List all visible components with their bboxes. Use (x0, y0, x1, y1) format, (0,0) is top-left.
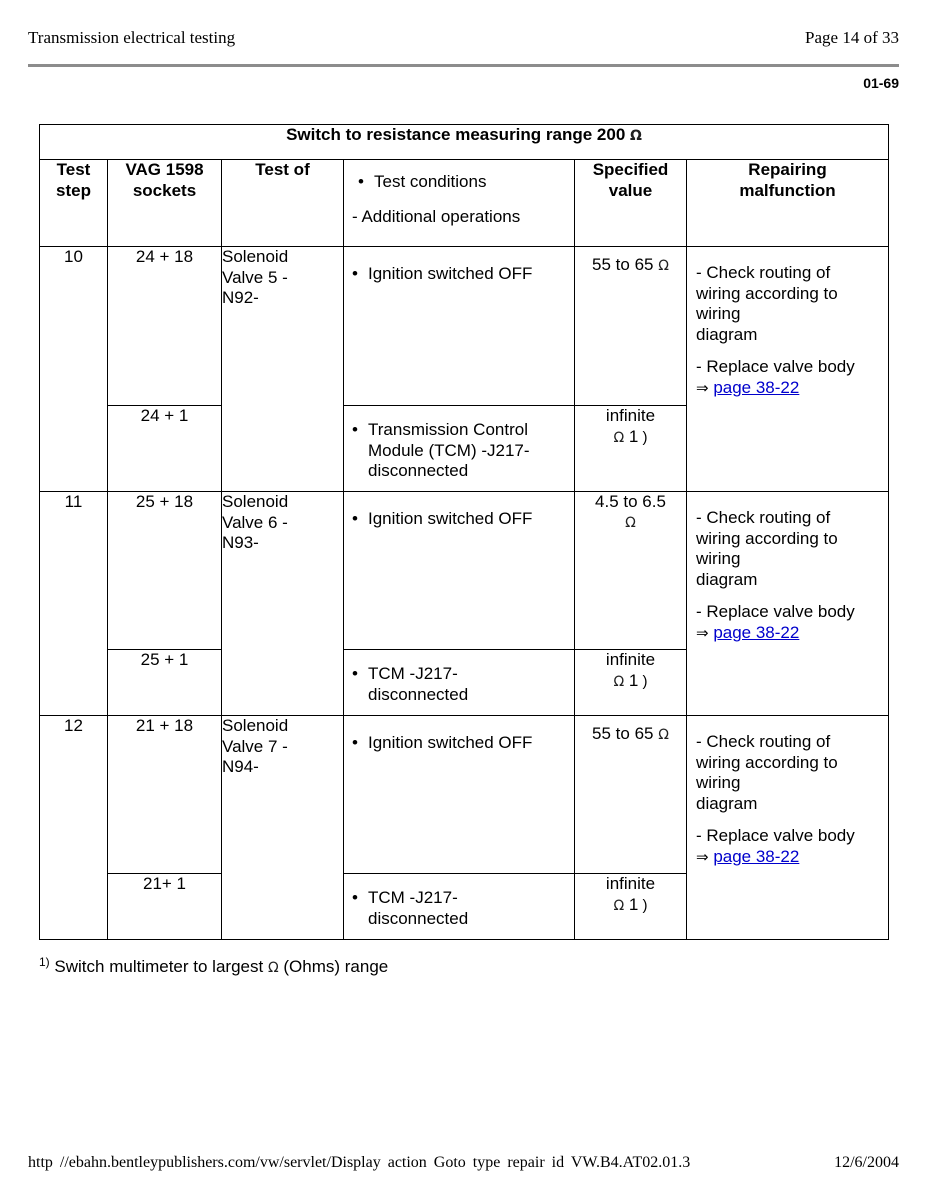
socket-cell: 24 + 18 (108, 247, 222, 406)
repair-line: - Replace valve body (696, 602, 855, 621)
socket-cell: 21+ 1 (108, 874, 222, 940)
repair-cell (687, 492, 889, 716)
spec-note (575, 895, 686, 917)
spec-value-text: infinite (605, 650, 656, 669)
col-sockets-line: sockets (132, 180, 197, 200)
spec-value-cell (575, 406, 687, 492)
repair-link-line (696, 378, 888, 399)
test-of-line: N92- (222, 288, 259, 307)
repair-line: wiring (696, 304, 741, 323)
table-row (40, 716, 889, 874)
condition-line: disconnected (368, 908, 469, 928)
test-of-line: N94- (222, 757, 259, 776)
ohm-symbol: Ω (613, 429, 625, 446)
test-of-cell (222, 247, 344, 492)
col-repair-line: malfunction (739, 180, 836, 200)
repair-line: - Check routing of (696, 508, 831, 527)
table-row (40, 492, 889, 650)
footnote-ref: 1 (628, 894, 639, 914)
condition-bullet: • Ignition switched OFF (338, 509, 574, 530)
condition-cell (344, 716, 575, 874)
arrow-right-icon: ⇒ (696, 378, 709, 397)
socket-cell: 25 + 18 (108, 492, 222, 650)
socket-cell: 25 + 1 (108, 650, 222, 716)
ohm-symbol: Ω (658, 258, 669, 274)
footnote-paren: ) (638, 672, 648, 690)
condition-line: • Transmission Control (368, 420, 528, 439)
repair-line: diagram (696, 569, 758, 589)
spec-value-cell (575, 650, 687, 716)
column-header-row (40, 160, 889, 247)
repair-cell (687, 247, 889, 492)
condition-line: disconnected (368, 684, 469, 704)
col-test-of (222, 160, 344, 247)
header-divider (28, 64, 899, 67)
col-test-step-line: Test (56, 160, 91, 179)
condition-bullet: • Ignition switched OFF (338, 264, 574, 285)
condition-bullet (338, 664, 574, 705)
repair-line: wiring according to (696, 752, 838, 772)
repair-line: wiring (696, 773, 741, 792)
col-sockets (108, 160, 222, 247)
spec-value-text: 55 to 65 (592, 255, 654, 274)
ohm-symbol: Ω (613, 897, 625, 914)
test-of-line: Solenoid (222, 492, 289, 511)
table-caption-row (40, 125, 889, 160)
table-caption (40, 125, 889, 160)
spec-value-text: infinite (605, 874, 656, 893)
page-link[interactable]: page 38-22 (713, 622, 800, 642)
spec-value-cell (575, 492, 687, 650)
test-step-cell: 12 (40, 716, 108, 940)
socket-cell: 24 + 1 (108, 406, 222, 492)
footnote-mark: 1) (39, 955, 50, 969)
ohm-symbol: Ω (613, 673, 625, 690)
col-spec-line: Specified (592, 160, 669, 179)
condition-cell (344, 874, 575, 940)
caption-text: Switch to resistance measuring range 200 (286, 125, 626, 144)
condition-bullet: • Ignition switched OFF (338, 733, 574, 754)
repair-line: diagram (696, 793, 758, 813)
col-repair-line: Repairing (748, 160, 827, 179)
col-additional: - Additional operations (352, 206, 521, 226)
footnote-paren: ) (638, 896, 648, 914)
condition-bullet (338, 420, 574, 482)
condition-line: disconnected (368, 461, 469, 480)
spec-value-cell (575, 247, 687, 406)
section-code: 01-69 (863, 75, 899, 91)
footnote-ref: 1 (628, 670, 639, 690)
condition-cell (344, 406, 575, 492)
condition-bullet (338, 888, 574, 929)
footnote-text-before: Switch multimeter to largest (54, 957, 264, 976)
ohm-symbol: Ω (267, 960, 279, 976)
test-of-line: Valve 5 - (222, 267, 288, 287)
table-row (40, 247, 889, 406)
col-conditions-bullet: • Test conditions (344, 172, 568, 193)
test-table (39, 124, 889, 940)
col-conditions (344, 160, 575, 247)
condition-cell (344, 247, 575, 406)
repair-link-line (696, 847, 888, 868)
repair-line: diagram (696, 324, 758, 344)
col-spec-line: value (608, 180, 653, 200)
ohm-symbol: Ω (625, 514, 636, 531)
condition-line: • TCM -J217- (368, 888, 458, 907)
test-of-line: Valve 6 - (222, 512, 288, 532)
col-test-step-line: step (56, 180, 91, 200)
arrow-right-icon: ⇒ (696, 847, 709, 866)
footnote-text-after: (Ohms) range (283, 957, 389, 976)
footer-url: http //ebahn.bentleypublishers.com/vw/servlet/Display action Goto type repair id VW.B4.AT02.01.3 (28, 1154, 691, 1171)
col-repairing (687, 160, 889, 247)
spec-value-text: 4.5 to 6.5 (595, 492, 666, 511)
ohm-symbol: Ω (630, 128, 642, 144)
spec-value-cell (575, 716, 687, 874)
footnote (39, 955, 388, 977)
spec-value-text: infinite (605, 406, 656, 425)
col-test-of-line: Test of (255, 160, 310, 179)
test-step-cell: 11 (40, 492, 108, 716)
spec-value-cell (575, 874, 687, 940)
page-number: Page 14 of 33 (805, 28, 899, 47)
repair-line: wiring according to (696, 283, 838, 303)
repair-line: - Check routing of (696, 263, 831, 282)
test-of-line: Solenoid (222, 716, 289, 735)
repair-link-line (696, 623, 888, 644)
repair-line: - Replace valve body (696, 826, 855, 845)
repair-cell (687, 716, 889, 940)
col-specified-value (575, 160, 687, 247)
spec-value-text: 55 to 65 (592, 724, 654, 743)
col-test-step (40, 160, 108, 247)
page-link[interactable]: page 38-22 (713, 846, 800, 866)
test-of-cell (222, 492, 344, 716)
test-step-cell: 10 (40, 247, 108, 492)
arrow-right-icon: ⇒ (696, 623, 709, 642)
footnote-paren: ) (638, 428, 648, 446)
test-of-line: Solenoid (222, 247, 289, 266)
spec-note (575, 671, 686, 693)
test-of-line: Valve 7 - (222, 736, 288, 756)
condition-line: Module (TCM) -J217- (368, 440, 530, 460)
repair-line: - Replace valve body (696, 357, 855, 376)
condition-cell (344, 650, 575, 716)
spec-note (575, 427, 686, 449)
repair-line: - Check routing of (696, 732, 831, 751)
test-of-cell (222, 716, 344, 940)
document-title: Transmission electrical testing (28, 28, 236, 47)
footer-date: 12/6/2004 (834, 1154, 899, 1171)
repair-line: wiring (696, 549, 741, 568)
repair-line: wiring according to (696, 528, 838, 548)
footnote-ref: 1 (628, 426, 639, 446)
ohm-symbol: Ω (658, 727, 669, 743)
socket-cell: 21 + 18 (108, 716, 222, 874)
col-sockets-line: VAG 1598 (125, 160, 204, 179)
condition-cell (344, 492, 575, 650)
test-of-line: N93- (222, 533, 259, 552)
page-link[interactable]: page 38-22 (713, 377, 800, 397)
condition-line: • TCM -J217- (368, 664, 458, 683)
